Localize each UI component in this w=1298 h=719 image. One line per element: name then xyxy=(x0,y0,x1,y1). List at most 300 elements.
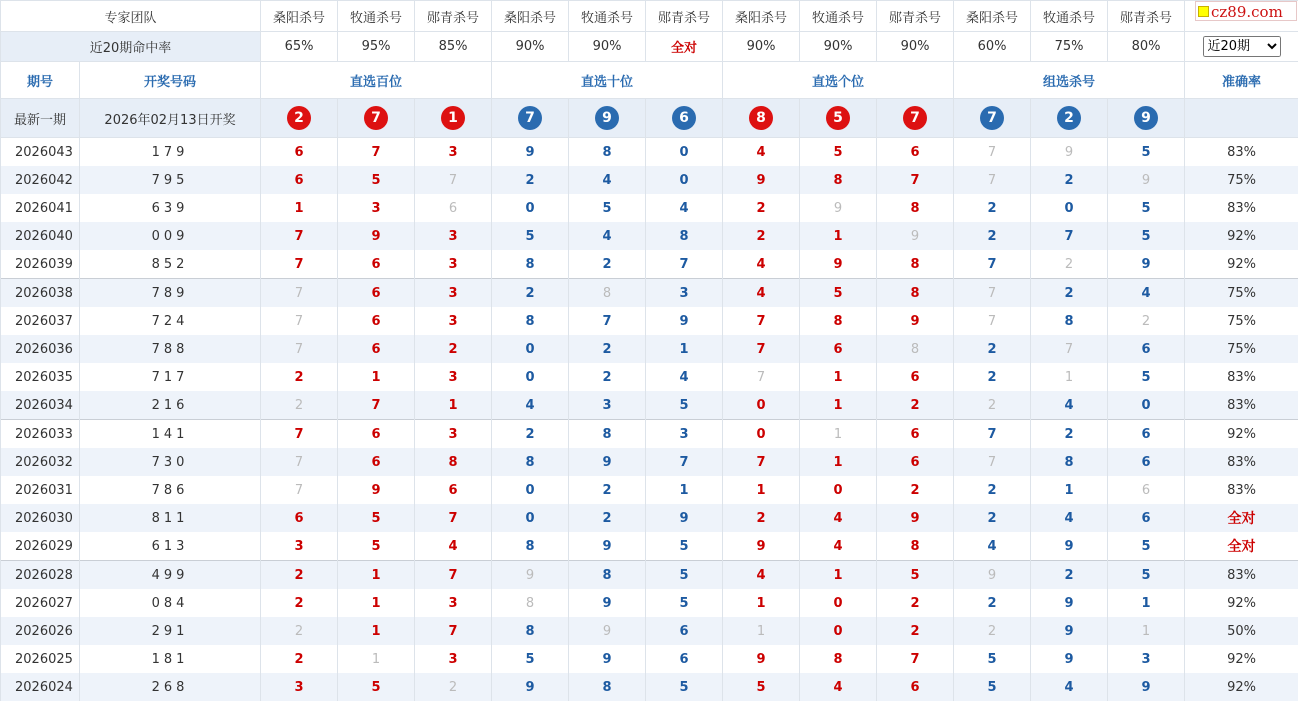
kill-number: 9 xyxy=(1031,645,1108,673)
kill-number: 5 xyxy=(338,532,415,561)
kill-number: 2 xyxy=(261,589,338,617)
draw-numbers: 795 xyxy=(80,166,261,194)
kill-number: 8 xyxy=(492,250,569,279)
draw-numbers: 852 xyxy=(80,250,261,279)
issue-number: 2026027 xyxy=(1,589,80,617)
kill-number: 7 xyxy=(954,420,1031,449)
kill-number: 7 xyxy=(723,363,800,391)
kill-number: 5 xyxy=(1108,138,1185,167)
kill-number: 8 xyxy=(569,673,646,701)
site-logo[interactable] xyxy=(1195,1,1297,21)
draw-numbers: 179 xyxy=(80,138,261,167)
draw-numbers: 181 xyxy=(80,645,261,673)
expert-name: 牧通杀号 xyxy=(800,1,877,32)
kill-number: 7 xyxy=(646,448,723,476)
history-row xyxy=(1,561,1298,590)
kill-number: 7 xyxy=(261,448,338,476)
issue-number: 2026031 xyxy=(1,476,80,504)
hit-rate: 90% xyxy=(800,32,877,62)
history-row xyxy=(1,391,1298,420)
history-row xyxy=(1,138,1298,167)
issue-number: 2026036 xyxy=(1,335,80,363)
kill-number: 2 xyxy=(723,194,800,222)
kill-number: 2 xyxy=(261,363,338,391)
kill-number: 6 xyxy=(646,645,723,673)
kill-number: 9 xyxy=(492,561,569,590)
kill-number: 5 xyxy=(338,673,415,701)
kill-number: 9 xyxy=(877,222,954,250)
kill-number: 0 xyxy=(800,476,877,504)
kill-number: 2 xyxy=(492,420,569,449)
kill-number: 1 xyxy=(1031,363,1108,391)
kill-number: 1 xyxy=(261,194,338,222)
kill-number: 8 xyxy=(877,532,954,561)
kill-number: 9 xyxy=(1031,138,1108,167)
kill-number: 0 xyxy=(646,138,723,167)
kill-number: 7 xyxy=(261,335,338,363)
kill-number: 3 xyxy=(261,673,338,701)
kill-number: 5 xyxy=(800,138,877,167)
kill-number: 2 xyxy=(1031,561,1108,590)
kill-number: 3 xyxy=(415,645,492,673)
kill-number: 5 xyxy=(1108,222,1185,250)
kill-number: 5 xyxy=(1108,363,1185,391)
history-row xyxy=(1,222,1298,250)
kill-number: 2 xyxy=(1031,250,1108,279)
latest-ball-cell xyxy=(415,99,492,138)
group-header-tens: 直选十位 xyxy=(492,62,723,99)
kill-number: 1 xyxy=(338,589,415,617)
latest-ball-cell xyxy=(569,99,646,138)
expert-name: 桑阳杀号 xyxy=(261,1,338,32)
accuracy-value: 83% xyxy=(1185,448,1298,476)
kill-number: 9 xyxy=(646,307,723,335)
hit-rate: 90% xyxy=(569,32,646,62)
kill-number: 9 xyxy=(338,222,415,250)
kill-number: 4 xyxy=(723,561,800,590)
kill-number: 1 xyxy=(646,335,723,363)
kill-number: 2 xyxy=(569,335,646,363)
kill-number: 7 xyxy=(954,279,1031,308)
kill-number: 9 xyxy=(877,504,954,532)
kill-number: 5 xyxy=(954,645,1031,673)
accuracy-value: 全对 xyxy=(1185,504,1298,532)
kill-number: 6 xyxy=(415,476,492,504)
expert-header-row xyxy=(1,1,1298,32)
latest-date: 2026年02月13日开奖 xyxy=(80,99,261,138)
hit-rate-label: 近20期命中率 xyxy=(1,32,261,62)
kill-number: 0 xyxy=(723,391,800,420)
group-header-hundreds: 直选百位 xyxy=(261,62,492,99)
issue-number: 2026028 xyxy=(1,561,80,590)
kill-number: 3 xyxy=(646,279,723,308)
kill-number: 3 xyxy=(415,222,492,250)
kill-number: 6 xyxy=(261,166,338,194)
kill-number: 8 xyxy=(492,589,569,617)
group-header-units: 直选个位 xyxy=(723,62,954,99)
kill-number: 2 xyxy=(1031,166,1108,194)
kill-number: 2 xyxy=(954,476,1031,504)
kill-number: 5 xyxy=(723,673,800,701)
kill-number: 1 xyxy=(800,222,877,250)
history-row xyxy=(1,504,1298,532)
accuracy-value: 75% xyxy=(1185,166,1298,194)
number-ball: 8 xyxy=(749,106,773,130)
team-label: 专家团队 xyxy=(1,1,261,32)
kill-number: 2 xyxy=(569,363,646,391)
kill-number: 9 xyxy=(338,476,415,504)
kill-number: 2 xyxy=(415,673,492,701)
kill-number: 5 xyxy=(1108,194,1185,222)
issue-number: 2026034 xyxy=(1,391,80,420)
accuracy-value: 83% xyxy=(1185,476,1298,504)
kill-number: 2 xyxy=(877,476,954,504)
kill-number: 7 xyxy=(261,420,338,449)
kill-number: 7 xyxy=(723,448,800,476)
kill-number: 6 xyxy=(877,448,954,476)
kill-number: 9 xyxy=(954,561,1031,590)
issue-number: 2026030 xyxy=(1,504,80,532)
draw-numbers: 717 xyxy=(80,363,261,391)
kill-number: 6 xyxy=(800,335,877,363)
expert-name: 牧通杀号 xyxy=(338,1,415,32)
kill-number: 7 xyxy=(415,617,492,645)
latest-ball-cell xyxy=(338,99,415,138)
kill-number: 4 xyxy=(723,250,800,279)
number-ball: 5 xyxy=(826,106,850,130)
kill-number: 3 xyxy=(415,138,492,167)
kill-number: 1 xyxy=(800,448,877,476)
kill-number: 2 xyxy=(415,335,492,363)
kill-number: 0 xyxy=(646,166,723,194)
kill-number: 9 xyxy=(569,645,646,673)
history-row xyxy=(1,673,1298,701)
kill-number: 6 xyxy=(877,673,954,701)
kill-number: 2 xyxy=(723,222,800,250)
kill-number: 7 xyxy=(261,250,338,279)
history-row xyxy=(1,448,1298,476)
kill-number: 5 xyxy=(1108,532,1185,561)
kill-number: 6 xyxy=(646,617,723,645)
kill-number: 1 xyxy=(800,561,877,590)
kill-number: 4 xyxy=(723,279,800,308)
expert-name: 郧青杀号 xyxy=(1108,1,1185,32)
kill-number: 8 xyxy=(492,617,569,645)
kill-number: 6 xyxy=(877,420,954,449)
history-row xyxy=(1,589,1298,617)
kill-number: 2 xyxy=(954,504,1031,532)
kill-number: 7 xyxy=(338,391,415,420)
draw-numbers: 639 xyxy=(80,194,261,222)
kill-number: 8 xyxy=(800,307,877,335)
issue-number: 2026039 xyxy=(1,250,80,279)
kill-number: 2 xyxy=(569,250,646,279)
kill-number: 9 xyxy=(800,194,877,222)
kill-number: 9 xyxy=(1031,532,1108,561)
kill-number: 0 xyxy=(492,504,569,532)
kill-number: 4 xyxy=(646,363,723,391)
expert-name: 郧青杀号 xyxy=(877,1,954,32)
kill-number: 3 xyxy=(415,589,492,617)
kill-number: 1 xyxy=(415,391,492,420)
kill-number: 1 xyxy=(646,476,723,504)
accuracy-value: 83% xyxy=(1185,363,1298,391)
accuracy-value: 83% xyxy=(1185,391,1298,420)
period-select[interactable] xyxy=(1203,36,1281,57)
number-ball: 7 xyxy=(364,106,388,130)
kill-number: 7 xyxy=(954,448,1031,476)
history-row xyxy=(1,335,1298,363)
kill-number: 9 xyxy=(1108,673,1185,701)
kill-number: 1 xyxy=(723,476,800,504)
kill-number: 7 xyxy=(1031,335,1108,363)
kill-number: 2 xyxy=(569,476,646,504)
kill-number: 0 xyxy=(492,476,569,504)
kill-number: 2 xyxy=(492,279,569,308)
kill-number: 9 xyxy=(569,617,646,645)
history-row xyxy=(1,307,1298,335)
accuracy-value: 75% xyxy=(1185,307,1298,335)
expert-name: 桑阳杀号 xyxy=(723,1,800,32)
kill-number: 6 xyxy=(338,335,415,363)
hit-rate: 85% xyxy=(415,32,492,62)
kill-number: 7 xyxy=(338,138,415,167)
kill-number: 3 xyxy=(415,250,492,279)
accuracy-value: 83% xyxy=(1185,561,1298,590)
latest-ball-cell xyxy=(954,99,1031,138)
kill-number: 4 xyxy=(569,222,646,250)
kill-number: 6 xyxy=(261,504,338,532)
issue-number: 2026024 xyxy=(1,673,80,701)
kill-number: 3 xyxy=(646,420,723,449)
kill-number: 1 xyxy=(800,363,877,391)
kill-number: 2 xyxy=(954,194,1031,222)
history-row xyxy=(1,194,1298,222)
kill-number: 1 xyxy=(338,645,415,673)
kill-number: 5 xyxy=(646,589,723,617)
kill-number: 2 xyxy=(954,589,1031,617)
draw-header: 开奖号码 xyxy=(80,62,261,99)
logo-text: cz89.com xyxy=(1211,3,1283,21)
kill-number: 6 xyxy=(338,279,415,308)
kill-number: 5 xyxy=(1108,561,1185,590)
number-ball: 7 xyxy=(903,106,927,130)
issue-number: 2026026 xyxy=(1,617,80,645)
period-select-cell xyxy=(1185,32,1298,62)
kill-number: 2 xyxy=(1108,307,1185,335)
kill-number: 7 xyxy=(415,561,492,590)
kill-number: 2 xyxy=(261,561,338,590)
kill-number: 8 xyxy=(492,532,569,561)
number-ball: 7 xyxy=(980,106,1004,130)
hit-rate: 80% xyxy=(1108,32,1185,62)
accuracy-value: 75% xyxy=(1185,279,1298,308)
issue-number: 2026042 xyxy=(1,166,80,194)
latest-ball-cell xyxy=(492,99,569,138)
kill-number: 5 xyxy=(800,279,877,308)
kill-number: 7 xyxy=(415,504,492,532)
kill-number: 9 xyxy=(1108,166,1185,194)
history-row xyxy=(1,617,1298,645)
kill-number: 7 xyxy=(877,166,954,194)
kill-number: 5 xyxy=(492,645,569,673)
latest-prediction-row xyxy=(1,99,1298,138)
kill-number: 5 xyxy=(646,561,723,590)
kill-number: 8 xyxy=(800,166,877,194)
kill-number: 8 xyxy=(877,250,954,279)
draw-numbers: 724 xyxy=(80,307,261,335)
draw-numbers: 613 xyxy=(80,532,261,561)
kill-number: 5 xyxy=(954,673,1031,701)
kill-number: 2 xyxy=(261,645,338,673)
kill-number: 0 xyxy=(800,589,877,617)
kill-number: 8 xyxy=(800,645,877,673)
kill-number: 6 xyxy=(1108,448,1185,476)
kill-number: 1 xyxy=(1108,589,1185,617)
draw-numbers: 811 xyxy=(80,504,261,532)
kill-number: 6 xyxy=(877,138,954,167)
kill-number: 4 xyxy=(1108,279,1185,308)
kill-number: 1 xyxy=(723,589,800,617)
kill-number: 7 xyxy=(569,307,646,335)
kill-number: 9 xyxy=(646,504,723,532)
kill-number: 2 xyxy=(569,504,646,532)
kill-number: 5 xyxy=(492,222,569,250)
draw-numbers: 499 xyxy=(80,561,261,590)
hit-rate: 65% xyxy=(261,32,338,62)
kill-number: 7 xyxy=(646,250,723,279)
history-row xyxy=(1,250,1298,279)
kill-number: 5 xyxy=(569,194,646,222)
kill-number: 6 xyxy=(1108,504,1185,532)
issue-header: 期号 xyxy=(1,62,80,99)
kill-number: 3 xyxy=(338,194,415,222)
kill-number: 4 xyxy=(954,532,1031,561)
kill-number: 4 xyxy=(800,532,877,561)
latest-ball-cell xyxy=(261,99,338,138)
kill-number: 8 xyxy=(1031,307,1108,335)
hit-rate: 90% xyxy=(877,32,954,62)
accuracy-value: 83% xyxy=(1185,138,1298,167)
accuracy-value: 75% xyxy=(1185,335,1298,363)
number-ball: 2 xyxy=(1057,106,1081,130)
accuracy-value: 92% xyxy=(1185,589,1298,617)
issue-number: 2026033 xyxy=(1,420,80,449)
kill-number: 6 xyxy=(1108,476,1185,504)
hit-rate: 90% xyxy=(723,32,800,62)
kill-number: 7 xyxy=(954,138,1031,167)
kill-number: 4 xyxy=(1031,391,1108,420)
kill-number: 2 xyxy=(261,391,338,420)
number-ball: 7 xyxy=(518,106,542,130)
hit-rate-row xyxy=(1,32,1298,62)
accuracy-value: 92% xyxy=(1185,222,1298,250)
expert-name: 郧青杀号 xyxy=(646,1,723,32)
kill-number: 8 xyxy=(646,222,723,250)
kill-number: 2 xyxy=(1031,279,1108,308)
draw-numbers: 786 xyxy=(80,476,261,504)
latest-ball-cell xyxy=(646,99,723,138)
kill-number: 9 xyxy=(569,448,646,476)
kill-number: 2 xyxy=(877,391,954,420)
kill-number: 7 xyxy=(261,476,338,504)
kill-number: 7 xyxy=(415,166,492,194)
kill-number: 9 xyxy=(1108,250,1185,279)
kill-number: 1 xyxy=(338,363,415,391)
kill-number: 7 xyxy=(723,335,800,363)
kill-number: 2 xyxy=(954,363,1031,391)
group-header-group-kill: 组选杀号 xyxy=(954,62,1185,99)
kill-number: 9 xyxy=(569,589,646,617)
issue-number: 2026035 xyxy=(1,363,80,391)
kill-number: 2 xyxy=(723,504,800,532)
kill-number: 6 xyxy=(415,194,492,222)
kill-number: 9 xyxy=(723,166,800,194)
kill-number: 1 xyxy=(800,391,877,420)
accuracy-value: 92% xyxy=(1185,250,1298,279)
kill-number: 2 xyxy=(261,617,338,645)
kill-number: 7 xyxy=(877,645,954,673)
issue-number: 2026038 xyxy=(1,279,80,308)
expert-name: 牧通杀号 xyxy=(1031,1,1108,32)
expert-name: 郧青杀号 xyxy=(415,1,492,32)
kill-number: 7 xyxy=(261,222,338,250)
kill-number: 2 xyxy=(954,335,1031,363)
kill-number: 1 xyxy=(723,617,800,645)
hit-rate: 75% xyxy=(1031,32,1108,62)
kill-number: 6 xyxy=(261,138,338,167)
history-row xyxy=(1,166,1298,194)
kill-number: 0 xyxy=(492,363,569,391)
kill-number: 3 xyxy=(569,391,646,420)
kill-number: 8 xyxy=(569,138,646,167)
hit-rate: 60% xyxy=(954,32,1031,62)
kill-number: 3 xyxy=(415,279,492,308)
accuracy-value: 92% xyxy=(1185,645,1298,673)
draw-numbers: 268 xyxy=(80,673,261,701)
kill-number: 5 xyxy=(877,561,954,590)
kill-number: 7 xyxy=(261,307,338,335)
kill-number: 0 xyxy=(492,194,569,222)
draw-numbers: 789 xyxy=(80,279,261,308)
issue-number: 2026029 xyxy=(1,532,80,561)
issue-number: 2026040 xyxy=(1,222,80,250)
kill-number: 9 xyxy=(492,138,569,167)
kill-number: 2 xyxy=(877,617,954,645)
accuracy-value: 全对 xyxy=(1185,532,1298,561)
kill-number: 4 xyxy=(800,673,877,701)
expert-name: 桑阳杀号 xyxy=(954,1,1031,32)
accuracy-value: 92% xyxy=(1185,673,1298,701)
draw-numbers: 788 xyxy=(80,335,261,363)
draw-numbers: 291 xyxy=(80,617,261,645)
draw-numbers: 216 xyxy=(80,391,261,420)
kill-number: 5 xyxy=(338,166,415,194)
accuracy-value: 92% xyxy=(1185,420,1298,449)
kill-number: 1 xyxy=(338,561,415,590)
kill-number: 1 xyxy=(1108,617,1185,645)
expert-name: 牧通杀号 xyxy=(569,1,646,32)
kill-number: 8 xyxy=(569,561,646,590)
hit-rate: 90% xyxy=(492,32,569,62)
history-row xyxy=(1,363,1298,391)
kill-number: 8 xyxy=(569,420,646,449)
kill-number: 2 xyxy=(1031,420,1108,449)
kill-number: 9 xyxy=(723,532,800,561)
kill-number: 0 xyxy=(1031,194,1108,222)
kill-number: 2 xyxy=(492,166,569,194)
kill-number: 0 xyxy=(800,617,877,645)
